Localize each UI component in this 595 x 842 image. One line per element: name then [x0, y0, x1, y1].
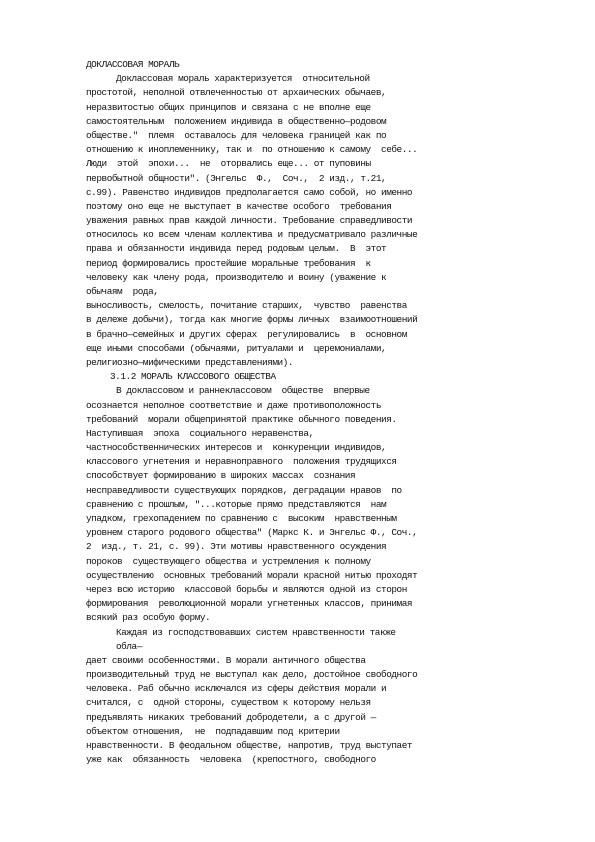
text-line: формирования революционной морали угнетенных классов, принимая	[86, 598, 413, 610]
text-line: через всю историю классовой борьбы и являются одной из сторон	[86, 583, 407, 595]
text-line: дает своими особенностями. В морали античного общества	[86, 654, 366, 666]
text-line: в брачно—семейных и других сферах регулировались в основном	[86, 328, 407, 340]
text-line: считался, с одной стороны, существом к которому нельзя	[86, 697, 371, 709]
text-line: В доклассовом и раннеклассовом обществе впервые	[116, 385, 370, 397]
text-line: простотой, неполной отвлеченностью от архаических обычаев,	[86, 87, 387, 99]
text-line: в дележе добычи), тогда как многие формы личных взаимоотношений	[86, 314, 418, 326]
text-line: сравнению с прошлым, "...которые прямо представляются нам	[86, 498, 387, 510]
text-line: Доклассовая мораль характеризуется относительной	[116, 73, 370, 85]
text-line: неразвитостью общих принципов и связана с не вполне еще	[86, 101, 371, 113]
text-line: права и обязанности индивида перед родовым целым. В этот	[86, 243, 387, 255]
text-line: Люди этой эпохи... не оторвались еще... от пуповины	[86, 158, 371, 170]
text-line: уровнем старого родового общества" (Маркс К. и Энгельс Ф., Соч.,	[86, 527, 418, 539]
text-line: уже как обязанность человека (крепостного, свободного	[86, 754, 376, 766]
text-line: религиозно—мифическими представлениями).	[86, 356, 294, 368]
text-line: с.99). Равенство индивидов предполагается само собой, но именно	[86, 186, 413, 198]
text-line: предъявлять никаких требований добродетели, а с другой —	[86, 711, 376, 723]
text-line: человеку как члену рода, производителю и воину (уважение к	[86, 271, 387, 283]
text-line: ДОКЛАССОВАЯ МОРАЛЬ	[86, 59, 180, 70]
text-line: пороков существующего общества и устремления к полному	[86, 555, 371, 567]
text-line: относилось ко всем членам коллектива и предусматривало различные	[86, 229, 418, 241]
text-line: уважения равных прав каждой личности. Требование справедливости	[86, 215, 413, 227]
text-line: обычаям рода,	[86, 286, 159, 297]
text-line: период формировались простейшие моральные требования к	[86, 257, 371, 269]
text-line: требований морали общепринятой практике обычного поведения.	[86, 413, 397, 425]
text-line: частнособственнических интересов и конкуренции индивидов,	[86, 442, 387, 454]
text-line: осознается неполное соответствие и даже противоположность	[86, 399, 382, 411]
document-page	[86, 58, 556, 767]
text-line: всякий раз особую форму.	[86, 612, 211, 624]
text-line: самостоятельным положением индивида в общественно—родовом	[86, 115, 387, 127]
text-line: нравственности. В феодальном обществе, напротив, труд выступает	[86, 740, 413, 751]
text-line: первобытной общности". (Энгельс Ф., Соч., 2 изд., т.21,	[86, 172, 387, 184]
text-line: еще иными способами (обычаями, ритуалами и церемониалами,	[86, 342, 387, 354]
text-line: человека. Раб обычно исключался из сферы действия морали и	[86, 683, 387, 695]
text-line: осуществлению основных требований морали красной нитью проходят	[86, 569, 418, 581]
text-line: производительный труд не выступал как дело, достойное свободного	[86, 669, 418, 681]
text-line: упадком, грехопадением по сравнению с высоким нравственным	[86, 513, 397, 524]
text-line: поэтому оно еще не выступает в качестве особого требования	[86, 200, 392, 212]
text-line: несправедливости существующих порядков, деградации нравов по	[86, 484, 402, 496]
text-line: Каждая из господствовавших систем нравственности также	[116, 626, 396, 638]
text-line: способствует формированию в широких массах сознания	[86, 470, 356, 482]
text-line: классового угнетения и неравноправного положения трудящихся	[86, 456, 397, 468]
text-line: отношению к иноплеменнику, так и по отношению к самому себе...	[86, 144, 418, 156]
text-line: обществе." племя оставалось для человека границей как по	[86, 129, 387, 141]
text-line: 2 изд., т. 21, с. 99). Эти мотивы нравственного осуждения	[86, 541, 387, 553]
text-line: обла—	[116, 640, 142, 652]
text-line: Наступившая эпоха социального неравенства,	[86, 427, 314, 439]
text-line: объектом отношения, не подпадавшим под критерии	[86, 725, 340, 737]
text-line: выносливость, смелость, почитание старших, чувство равенства	[86, 300, 407, 312]
text-line: 3.1.2 МОРАЛЬ КЛАССОВОГО ОБЩЕСТВА	[110, 371, 276, 383]
